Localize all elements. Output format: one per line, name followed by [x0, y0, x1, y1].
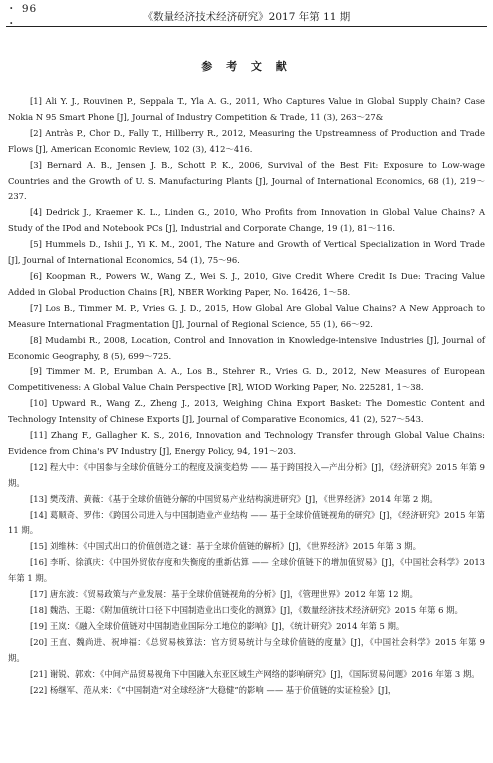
page-number: ・ 96 ・	[6, 3, 38, 30]
reference-item: [5] Hummels D., Ishii J., Yi K. M., 2001, The Nature and Growth of Vertical Specialization in Word Trade [J], Journal of International Economics, 54 (1), 75～96.	[8, 239, 485, 266]
reference-item: [20] 王直、魏尚进、祝坤福：《总贸易核算法：官方贸易统计与全球价值链的度量》[J]，《中国社会科学》2015 年第 9 期。	[8, 636, 485, 663]
reference-item: [3] Bernard A. B., Jensen J. B., Schott P. K., 2006, Survival of the Best Fit: Exposure to Low-wage Countries and the Growth of U. S. Manufacturing Plants [J], Journal of International Economics, 68 (1), 219～237.	[8, 159, 485, 202]
reference-item: [8] Mudambi R., 2008, Location, Control and Innovation in Knowledge-intensive Industries [J], Journal of Economic Geography, 8 (5), 699～725.	[8, 334, 485, 361]
reference-item: [19] 王岚：《融入全球价值链对中国制造业国际分工地位的影响》[J]，《统计研究》2014 年第 5 期。	[30, 620, 405, 631]
reference-item: [1] Ali Y. J., Rouvinen P., Seppala T., Yla A. G., 2011, Who Captures Value in Global Supply Chain? Case Nokia N 95 Smart Phone [J], Journal of Industry Competition & Trade, 11 (3), 263～27&	[8, 96, 485, 122]
reference-item: [21] 谢锐、郭欢：《中间产品贸易视角下中国融入东亚区域生产网络的影响研究》[J]，《国际贸易问题》2016 年第 3 期。	[30, 668, 480, 679]
reference-item: [2] Antràs P., Chor D., Fally T., Hillberry R., 2012, Measuring the Upstreamness of Production and Trade Flows [J], American Economic Review, 102 (3), 412～416.	[8, 127, 485, 154]
reference-item: [9] Timmer M. P., Erumban A. A., Los B., Stehrer R., Vries G. D., 2012, New Measures of European Competitiveness: A Global Value Chain Perspective [R], WIOD Working Paper, No. 225281, 1～38.	[8, 366, 485, 393]
reference-item: [18] 魏浩、王聪：《附加值统计口径下中国制造业出口变化的测算》[J]，《数量经济技术经济研究》2015 年第 6 期。	[30, 605, 463, 615]
reference-item: [4] Dedrick J., Kraemer K. L., Linden G., 2010, Who Profits from Innovation in Global Value Chains? A Study of the IPod and Notebook PCs [J], Industrial and Corporate Change, 19 (1), 81～116.	[8, 207, 485, 234]
page-header	[6, 3, 487, 30]
reference-item: [11] Zhang F., Gallagher K. S., 2016, Innovation and Technology Transfer through Global Value Chains: Evidence from China's PV Industry [J], Energy Policy, 94, 191～203.	[8, 430, 485, 456]
reference-item: [13] 樊茂清、黄薇：《基于全球价值链分解的中国贸易产业结构演进研究》[J]，《世界经济》2014 年第 2 期。	[30, 493, 438, 504]
reference-item: [15] 刘维林：《中国式出口的价值创造之谜：基于全球价值链的解析》[J]，《世界经济》2015 年第 3 期。	[30, 541, 421, 552]
reference-item: [22] 杨继军、范从来：《“中国制造”对全球经济“大稳健”的影响 —— 基于价值链的实证检验》[J]，	[30, 684, 397, 695]
reference-item: [16] 李昕、徐滇庆：《中国外贸依存度和失衡度的重新估算 —— 全球价值链下的增加值贸易》[J]，《中国社会科学》2013 年第 1 期。	[8, 557, 485, 584]
reference-item: [17] 唐东波：《贸易政策与产业发展：基于全球价值链视角的分析》[J]，《管理世界》2012 年第 12 期。	[30, 589, 418, 600]
reference-item: [14] 葛顺奇、罗伟：《跨国公司进入与中国制造业产业结构 —— 基于全球价值链视角的研究》[J]，《经济研究》2015 年第 11 期。	[8, 509, 485, 536]
reference-item: [12] 程大中：《中国参与全球价值链分工的程度及演变趋势 —— 基于跨国投入—产出分析》[J]，《经济研究》2015 年第 9 期。	[8, 461, 485, 488]
reference-list	[8, 94, 485, 698]
reference-item: [10] Upward R., Wang Z., Zheng J., 2013, Weighing China Export Basket: The Domestic Content and Technology Intensity of Chinese Exports [J], Journal of Comparative Economics, 41 (2), 527～543.	[8, 398, 485, 425]
reference-item: [7] Los B., Timmer M. P., Vries G. J. D., 2015, How Global Are Global Value Chains? A New Approach to Measure International Fragmentation [J], Journal of Regional Science, 55 (1), 66～92.	[8, 302, 485, 329]
references-heading: 参 考 文 献	[201, 60, 292, 73]
journal-title: 《数量经济技术经济研究》2017 年第 11 期	[142, 10, 351, 23]
reference-item: [6] Koopman R., Powers W., Wang Z., Wei S. J., 2010, Give Credit Where Credit Is Due: Tracing Value Added in Global Production Chains [R], NBER Working Paper, No. 16426, 1～58.	[8, 270, 485, 297]
